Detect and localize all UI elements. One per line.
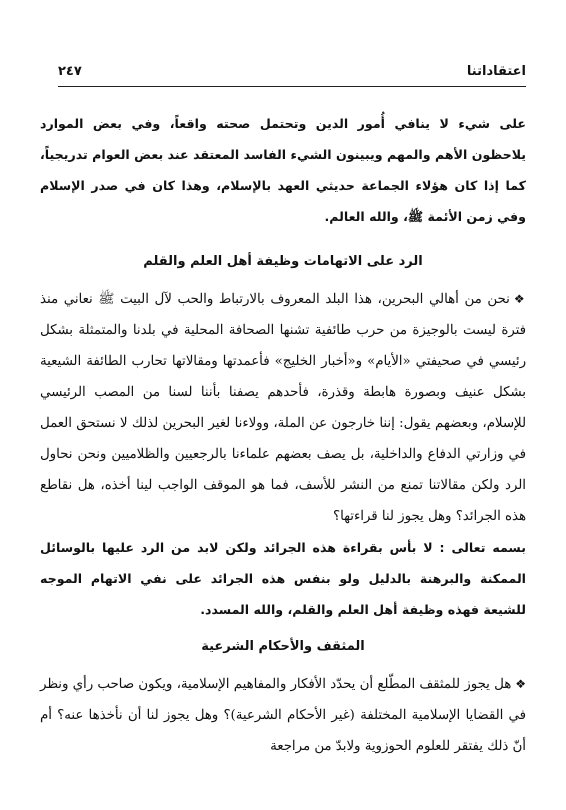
page-body: [40, 108, 526, 762]
section-heading-1: الرد على الاتهامات وظيفة أهل العلم والقلم: [143, 254, 423, 269]
answer-text-1: لا بأس بقراءة هذه الجرائد ولكن لابد من الرد عليها بالوسائل الممكنة والبرهنة بالدليل ولو بنفس هذه الجرائد على نفي الاتهام الموجه للشيعة فهذه وظيفة أهل العلم والقلم، والله المسدد.: [40, 540, 526, 617]
page-header: [58, 60, 526, 87]
section-heading-2: المثقف والأحكام الشرعية: [201, 639, 365, 654]
answer-paragraph-1: [40, 532, 526, 625]
paragraph-1: على شيء لا ينافي أُمور الدين وتحتمل صحته واقعاً، وفي بعض الموارد يلاحظون الأهم والمهم ويبينون الشيء الفاسد المعتقد عند بعض العوام تدريجياً، كما إذا كان هؤلاء الجماعة حديثي العهد بالإسلام، وهذا كان في صدر الإسلام وفي زمن الأئمة ﷺ، والله العالم.: [40, 116, 526, 224]
answer-label: بسمه تعالى :: [439, 540, 526, 555]
question-text-2: هل يجوز للمثقف المطّلع أن يحدّد الأفكار والمفاهيم الإسلامية، ويكون صاحب رأي ونظر في القضايا الإسلامية المختلفة (غير الأحكام الشرعية)؟ وهل يجوز لنا أن نأخذها عنه؟ أم أنّ ذلك يفتقر للعلوم الحوزوية ولابدّ من مراجعة: [40, 677, 526, 754]
bullet-icon: ❖: [513, 292, 526, 306]
question-paragraph-1: [40, 284, 526, 532]
question-text-1: نحن من أهالي البحرين، هذا البلد المعروف بالارتباط والحب لآل البيت ﷺ نعاني منذ فترة ليست بالوجيزة من حرب طائفية تشنها الصحافة المحلية في بلدنا والمتمثلة بشكل رئيسي في صحيفتي «الأيام» و«أخبار الخليج» فأعمدتها ومقالاتها تحارب الطائفة الشيعية بشكل عنيف وبصورة هابطة وقذرة، فأحدهم يصفنا بأننا لسنا من المصب الرئيسي للإسلام، وبعضهم يقول: إننا خارجون عن الملة، وولاءنا لغير البحرين لذلك لا نستحق العمل في وزارتي الدفاع والداخلية، بل يصف بعضهم علماءنا بالرجعيين والظلاميين ونحن نحاول الرد ولكن مقالاتنا تمنع من النشر للأسف، فما هو الموقف الواجب لينا أخذه، هل نقاطع هذه الجرائد؟ وهل يجوز لنا قراءتها؟: [40, 292, 526, 524]
question-paragraph-2: [40, 669, 526, 762]
page-number: ٢٤٧: [58, 64, 82, 79]
running-title: اعتقاداتنا: [466, 64, 526, 79]
bullet-icon: ❖: [515, 677, 526, 691]
